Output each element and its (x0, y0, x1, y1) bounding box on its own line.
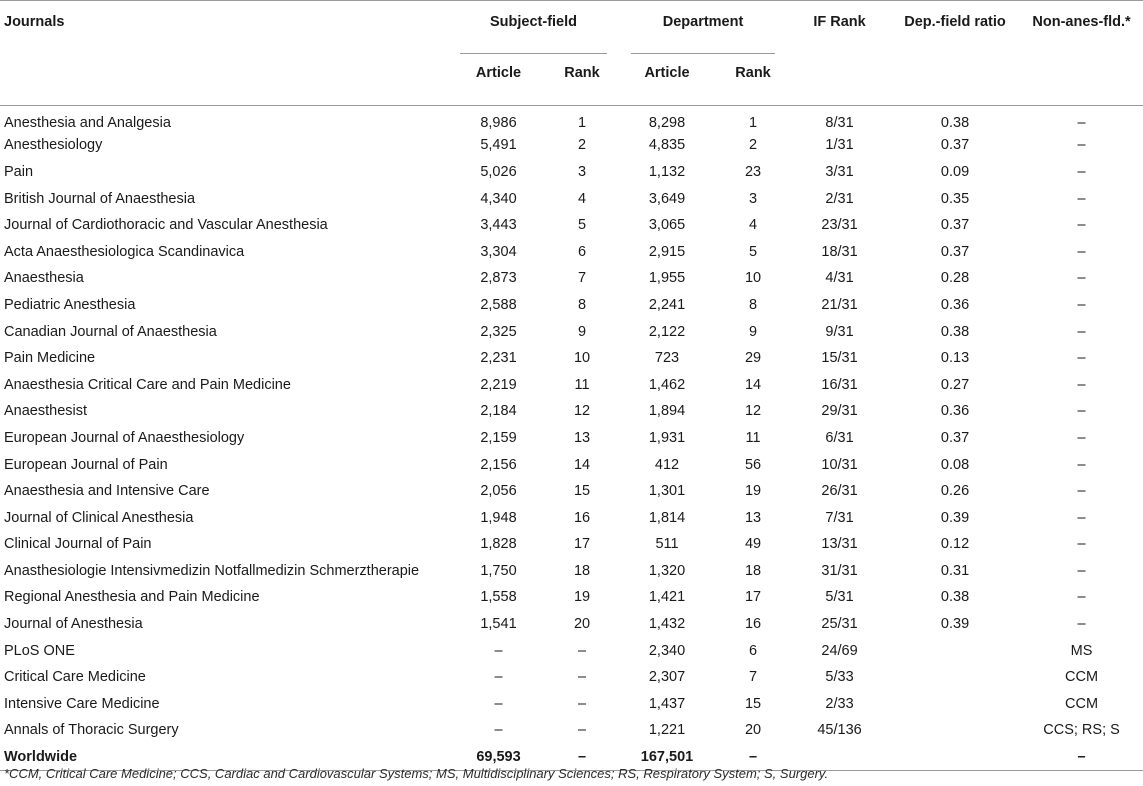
cell-if-rank: 7/31 (825, 509, 854, 526)
cell-journal: Canadian Journal of Anaesthesia (4, 323, 217, 340)
cell-sf-rank: 3 (577, 163, 587, 180)
cell-sf-rank: 10 (573, 350, 591, 367)
cell-dep-rank: – (748, 748, 758, 765)
cell-if-rank: 6/31 (825, 429, 854, 446)
subject-field-rule (460, 53, 607, 54)
cell-journal: Anaesthesist (4, 403, 88, 420)
cell-journal: Annals of Thoracic Surgery (4, 722, 179, 739)
cell-dep-field-ratio: 0.09 (940, 163, 970, 180)
cell-sf-rank: – (577, 695, 587, 712)
table-row (0, 584, 1143, 611)
cell-sf-article: 69,593 (476, 748, 521, 765)
header-department (617, 1, 789, 55)
cell-non-anes-fld: – (1077, 483, 1086, 500)
header-sf-rank: Rank (564, 65, 600, 81)
cell-journal: Anaesthesia and Intensive Care (4, 483, 210, 500)
cell-if-rank: 15/31 (821, 350, 858, 367)
cell-dep-field-ratio (890, 717, 1020, 744)
table-row (0, 478, 1143, 505)
cell-sf-article: 2,159 (480, 429, 517, 446)
cell-journal: PLoS ONE (4, 642, 75, 659)
cell-if-rank: 31/31 (821, 562, 858, 579)
cell-dep-rank: 29 (744, 350, 762, 367)
cell-sf-article: – (494, 695, 503, 712)
table-footnote: *CCM, Critical Care Medicine; CCS, Cardiac and Cardiovascular Systems; MS, Multidisciplinary Sciences; RS, Respiratory System; S, Surgery. (4, 766, 829, 781)
cell-sf-rank: 18 (573, 562, 591, 579)
cell-journal: Acta Anaesthesiologica Scandinavica (4, 243, 245, 260)
cell-non-anes-fld: – (1077, 137, 1086, 154)
cell-if-rank: 5/31 (825, 589, 854, 606)
table-row (0, 132, 1143, 159)
cell-journal: Anaesthesia (4, 270, 84, 287)
cell-dep-field-ratio: 0.38 (940, 323, 970, 340)
table-row (0, 558, 1143, 585)
cell-dep-article: 1,955 (648, 270, 686, 287)
cell-sf-rank: 9 (577, 323, 587, 340)
cell-dep-rank: 10 (744, 270, 762, 287)
cell-if-rank: 3/31 (825, 163, 854, 180)
cell-dep-field-ratio: 0.37 (940, 137, 970, 154)
cell-sf-rank: – (577, 669, 587, 686)
cell-non-anes-fld: – (1077, 536, 1086, 553)
cell-non-anes-fld: – (1077, 509, 1086, 526)
cell-dep-article: 2,307 (648, 669, 686, 686)
cell-dep-article: 1,437 (648, 695, 686, 712)
cell-dep-rank: 4 (748, 217, 758, 234)
cell-sf-rank: 16 (573, 509, 591, 526)
cell-non-anes-fld: – (1077, 748, 1086, 765)
header-blank (789, 54, 890, 106)
cell-dep-field-ratio: 0.28 (940, 270, 970, 287)
cell-sf-rank: 11 (574, 376, 590, 393)
cell-sf-rank: 12 (573, 403, 591, 420)
table-row (0, 371, 1143, 398)
cell-dep-article: 1,931 (648, 429, 686, 446)
table-row (0, 425, 1143, 452)
header-blank (890, 54, 1020, 106)
cell-dep-rank: 49 (744, 536, 762, 553)
cell-dep-field-ratio: 0.36 (940, 296, 970, 313)
cell-journal: Pain (4, 163, 34, 180)
cell-non-anes-fld: – (1077, 562, 1086, 579)
cell-if-rank: 25/31 (821, 616, 858, 633)
cell-non-anes-fld: – (1077, 456, 1086, 473)
cell-sf-rank: – (577, 722, 587, 739)
cell-if-rank: 24/69 (821, 642, 858, 659)
cell-dep-field-ratio: 0.39 (940, 616, 970, 633)
cell-sf-article: 1,828 (480, 536, 517, 553)
cell-if-rank: 21/31 (821, 296, 858, 313)
cell-dep-field-ratio (890, 691, 1020, 718)
cell-dep-rank: 19 (744, 483, 762, 500)
cell-dep-article: 2,122 (648, 323, 686, 340)
cell-non-anes-fld: MS (1070, 642, 1093, 659)
cell-sf-article: 8,986 (480, 115, 517, 132)
cell-non-anes-fld: – (1077, 270, 1086, 287)
cell-dep-rank: 7 (748, 669, 758, 686)
cell-if-rank: 45/136 (817, 722, 862, 739)
table-row (0, 451, 1143, 478)
cell-sf-article: 2,156 (480, 456, 517, 473)
cell-journal: Anesthesiology (4, 137, 103, 154)
cell-dep-rank: 1 (748, 115, 758, 132)
cell-non-anes-fld: CCM (1065, 695, 1099, 712)
cell-sf-rank: 20 (573, 616, 591, 633)
cell-non-anes-fld: CCS; RS; S (1043, 722, 1120, 739)
cell-sf-article: 1,948 (480, 509, 517, 526)
cell-dep-article: 1,221 (648, 722, 686, 739)
cell-dep-rank: 12 (744, 403, 762, 420)
cell-dep-field-ratio: 0.37 (940, 429, 970, 446)
header-non-anes-fld: Non-anes-fld.* (1032, 14, 1131, 30)
cell-journal: Worldwide (4, 748, 78, 765)
cell-journal: Journal of Cardiothoracic and Vascular Anesthesia (4, 217, 328, 234)
cell-journal: British Journal of Anaesthesia (4, 190, 196, 207)
cell-dep-rank: 5 (748, 243, 758, 260)
cell-journal: Journal of Anesthesia (4, 616, 143, 633)
table-row (0, 345, 1143, 372)
table-row (0, 637, 1143, 664)
cell-non-anes-fld: – (1077, 616, 1086, 633)
table-row (0, 664, 1143, 691)
cell-dep-article: 167,501 (640, 748, 694, 765)
cell-dep-article: 1,421 (648, 589, 686, 606)
cell-sf-rank: 8 (577, 296, 587, 313)
cell-dep-article: 412 (654, 456, 680, 473)
cell-if-rank: 5/33 (825, 669, 854, 686)
cell-sf-rank: 2 (577, 137, 587, 154)
cell-dep-article: 1,132 (648, 163, 686, 180)
cell-sf-rank: – (577, 748, 587, 765)
cell-sf-rank: 5 (577, 217, 587, 234)
table-row (0, 292, 1143, 319)
cell-dep-article: 8,298 (648, 115, 686, 132)
cell-dep-field-ratio (890, 637, 1020, 664)
cell-journal: European Journal of Anaesthesiology (4, 429, 245, 446)
cell-sf-article: 2,588 (480, 296, 517, 313)
cell-non-anes-fld: – (1077, 350, 1086, 367)
cell-dep-field-ratio (890, 664, 1020, 691)
cell-journal: Anesthesia and Analgesia (4, 115, 171, 132)
cell-sf-article: 5,491 (480, 137, 517, 154)
cell-journal: European Journal of Pain (4, 456, 168, 473)
cell-dep-article: 4,835 (648, 137, 686, 154)
cell-sf-article: 2,184 (480, 403, 517, 420)
cell-dep-rank: 20 (744, 722, 762, 739)
table-row (0, 106, 1143, 133)
cell-dep-field-ratio: 0.13 (940, 350, 970, 367)
header-dep-article: Article (644, 65, 690, 81)
cell-dep-article: 723 (654, 350, 680, 367)
cell-dep-field-ratio: 0.39 (940, 509, 970, 526)
table-row (0, 504, 1143, 531)
cell-sf-rank: 1 (577, 115, 587, 132)
cell-non-anes-fld: – (1077, 217, 1086, 234)
header-dep-field-ratio: Dep.-field ratio (904, 14, 1006, 30)
cell-dep-field-ratio (890, 744, 1020, 771)
cell-if-rank: 8/31 (825, 115, 854, 132)
cell-dep-article: 3,065 (648, 217, 686, 234)
cell-sf-article: – (494, 642, 503, 659)
cell-sf-article: 2,219 (480, 376, 517, 393)
cell-sf-article: 2,231 (480, 350, 517, 367)
cell-dep-rank: 16 (744, 616, 762, 633)
cell-journal: Critical Care Medicine (4, 669, 146, 686)
cell-dep-article: 1,814 (648, 509, 686, 526)
cell-if-rank: 23/31 (821, 217, 858, 234)
table-row (0, 691, 1143, 718)
header-if-rank: IF Rank (813, 14, 866, 30)
cell-dep-article: 2,915 (648, 243, 686, 260)
cell-dep-article: 1,432 (648, 616, 686, 633)
cell-journal: Regional Anesthesia and Pain Medicine (4, 589, 260, 606)
cell-journal: Anasthesiologie Intensivmedizin Notfallmedizin Schmerztherapie (4, 562, 420, 579)
cell-non-anes-fld: – (1077, 115, 1086, 132)
table-row (0, 531, 1143, 558)
cell-sf-article: 5,026 (480, 163, 517, 180)
header-subject-field (450, 1, 617, 55)
cell-journal: Intensive Care Medicine (4, 695, 160, 712)
cell-sf-article: 1,750 (480, 562, 517, 579)
cell-dep-field-ratio: 0.08 (940, 456, 970, 473)
cell-dep-field-ratio: 0.38 (940, 115, 970, 132)
header-blank (0, 54, 450, 106)
cell-dep-rank: 23 (744, 163, 762, 180)
cell-if-rank: 4/31 (825, 270, 854, 287)
cell-dep-article: 1,301 (648, 483, 686, 500)
cell-dep-field-ratio: 0.27 (940, 376, 970, 393)
cell-non-anes-fld: – (1077, 190, 1086, 207)
cell-journal: Clinical Journal of Pain (4, 536, 152, 553)
cell-dep-rank: 56 (744, 456, 762, 473)
table-row (0, 318, 1143, 345)
cell-if-rank: 9/31 (825, 323, 854, 340)
cell-if-rank: 16/31 (821, 376, 858, 393)
table-row (0, 159, 1143, 186)
cell-dep-article: 511 (655, 536, 679, 553)
table-row (0, 238, 1143, 265)
table-row (0, 611, 1143, 638)
cell-dep-article: 3,649 (648, 190, 686, 207)
table-body (0, 106, 1143, 771)
cell-if-rank: 10/31 (821, 456, 858, 473)
cell-sf-article: 3,443 (480, 217, 517, 234)
cell-dep-article: 1,894 (648, 403, 686, 420)
cell-dep-field-ratio: 0.35 (940, 190, 970, 207)
cell-sf-article: 2,325 (480, 323, 517, 340)
cell-dep-rank: 11 (745, 429, 761, 446)
header-department-label: Department (662, 14, 744, 30)
cell-dep-rank: 14 (744, 376, 762, 393)
cell-non-anes-fld: – (1077, 403, 1086, 420)
cell-non-anes-fld: – (1077, 589, 1086, 606)
cell-sf-article: – (494, 669, 503, 686)
cell-dep-rank: 8 (748, 296, 758, 313)
cell-journal: Pain Medicine (4, 350, 96, 367)
cell-sf-article: 1,558 (480, 589, 517, 606)
cell-dep-field-ratio: 0.38 (940, 589, 970, 606)
header-journals: Journals (4, 14, 65, 30)
cell-sf-rank: 15 (573, 483, 591, 500)
cell-sf-rank: 14 (573, 456, 591, 473)
cell-dep-rank: 18 (744, 562, 762, 579)
table-row (0, 398, 1143, 425)
cell-sf-rank: 17 (573, 536, 591, 553)
header-sf-article: Article (475, 65, 522, 81)
cell-dep-rank: 6 (748, 642, 758, 659)
cell-dep-field-ratio: 0.36 (940, 403, 970, 420)
cell-sf-rank: 4 (577, 190, 587, 207)
cell-dep-rank: 15 (744, 695, 762, 712)
cell-dep-rank: 3 (748, 190, 758, 207)
cell-if-rank: 2/33 (825, 695, 854, 712)
cell-sf-rank: 13 (573, 429, 591, 446)
cell-non-anes-fld: – (1077, 429, 1086, 446)
cell-dep-article: 1,462 (648, 376, 686, 393)
cell-journal: Pediatric Anesthesia (4, 296, 136, 313)
cell-dep-field-ratio: 0.26 (940, 483, 970, 500)
cell-if-rank: 1/31 (825, 137, 854, 154)
header-dep-rank: Rank (735, 65, 771, 81)
cell-sf-article: 1,541 (480, 616, 517, 633)
cell-non-anes-fld: CCM (1065, 669, 1099, 686)
cell-sf-rank: 19 (573, 589, 591, 606)
cell-sf-article: 2,873 (480, 270, 517, 287)
cell-dep-field-ratio: 0.37 (940, 243, 970, 260)
cell-sf-rank: 7 (577, 270, 587, 287)
cell-sf-rank: – (577, 642, 587, 659)
cell-dep-article: 2,241 (648, 296, 686, 313)
cell-if-rank: 29/31 (821, 403, 858, 420)
cell-journal: Anaesthesia Critical Care and Pain Medicine (4, 376, 291, 393)
cell-non-anes-fld: – (1077, 296, 1086, 313)
cell-sf-article: 4,340 (480, 190, 517, 207)
table-row (0, 212, 1143, 239)
cell-sf-article: 3,304 (480, 243, 517, 260)
cell-dep-rank: 9 (748, 323, 758, 340)
cell-if-rank: 26/31 (821, 483, 858, 500)
cell-if-rank: 13/31 (821, 536, 858, 553)
cell-dep-field-ratio: 0.37 (940, 217, 970, 234)
cell-dep-field-ratio: 0.31 (940, 562, 970, 579)
cell-journal: Journal of Clinical Anesthesia (4, 509, 194, 526)
table-row (0, 185, 1143, 212)
cell-sf-article: – (494, 722, 503, 739)
table-row (0, 265, 1143, 292)
department-rule (631, 53, 775, 54)
cell-dep-rank: 17 (744, 589, 762, 606)
cell-dep-field-ratio: 0.12 (940, 536, 970, 553)
cell-dep-rank: 13 (744, 509, 762, 526)
cell-non-anes-fld: – (1077, 163, 1086, 180)
cell-non-anes-fld: – (1077, 376, 1086, 393)
header-blank (1020, 54, 1143, 106)
cell-dep-article: 1,320 (648, 562, 686, 579)
cell-if-rank: 18/31 (821, 243, 858, 260)
header-subject-field-label: Subject-field (490, 14, 578, 30)
cell-dep-rank: 2 (748, 137, 758, 154)
cell-non-anes-fld: – (1077, 323, 1086, 340)
cell-sf-article: 2,056 (480, 483, 517, 500)
cell-sf-rank: 6 (577, 243, 587, 260)
table-row (0, 717, 1143, 744)
cell-dep-article: 2,340 (648, 642, 686, 659)
cell-if-rank: 2/31 (825, 190, 854, 207)
cell-non-anes-fld: – (1077, 243, 1086, 260)
